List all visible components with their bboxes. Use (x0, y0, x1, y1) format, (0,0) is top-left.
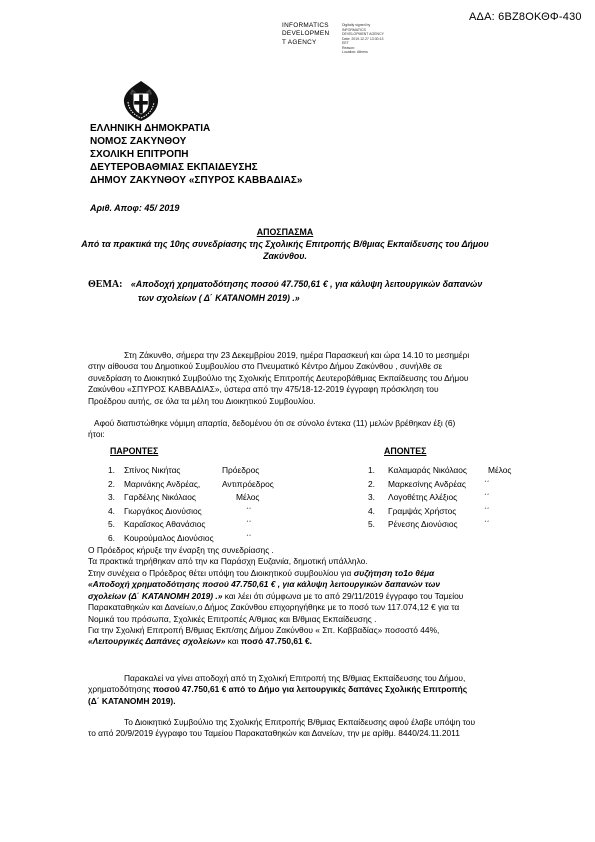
member-role: ΄΄ (246, 533, 252, 543)
proposal-line: Παρακαλεί να γίνει αποδοχή από τη Σχολική Επιτροπή της Β/θμιας Εκπαίδευσης του Δήμου, (124, 673, 466, 683)
body-emphasis: «Λειτουργικές Δαπάνες σχολείων» (88, 636, 226, 647)
body-line: Για την Σχολική Επιτροπή Β/θμιας Εκπ/σης Δήμου Ζακύνθου « Σπ. Καββαδίας» ποσοστό 44%, (88, 624, 440, 635)
excerpt-title: ΑΠΟΣΠΑΣΜΑ (256, 227, 314, 237)
member-number: 3. (368, 492, 375, 503)
proposal-emphasis: ποσού 47.750,61 € από το Δήμο για λειτουργικές δαπάνες Σχολικής Επιτροπής (152, 684, 468, 695)
signature-line: DEVELOPMENT AGENCY (342, 32, 384, 37)
subject-block (88, 278, 508, 304)
quorum-line: Αφού διαπιστώθηκε νόμιμη απαρτία, δεδομένου ότι σε σύνολο έντεκα (11) μελών βρέθηκαν έξι (6) (94, 418, 456, 428)
member-name: Γραμψάς Χρήστος (388, 505, 457, 516)
intro-paragraph (88, 350, 508, 407)
member-number: 6. (108, 533, 115, 543)
signature-line: Reason: (342, 45, 356, 50)
subject-text: «Αποδοχή χρηματοδότησης ποσού 47.750,61 € , για κάλυψη λειτουργικών δαπανών (130, 279, 483, 289)
member-name: Γιωργάκος Διονύσιος (124, 505, 202, 516)
decision-number: Αριθ. Απoφ: 45/ 2019 (90, 203, 180, 213)
signature-line: Digitally signed by (342, 23, 371, 27)
body-text: και λέει ότι σύμφωνα με το από 29/11/2019 έγγραφο του Ταμείου (222, 590, 464, 601)
member-number: 4. (368, 505, 375, 516)
ida-logo-line: INFORMATICS (282, 22, 329, 29)
proposal-text: χρηματοδότησης (88, 684, 153, 695)
member-number: 2. (368, 478, 375, 489)
member-number: 2. (108, 478, 115, 489)
intro-line: συνεδρίαση το Διοικητικό Συμβούλιο της Σχολικής Επιτροπής Δευτεροβάθμιας Εκπαίδευσης του Δήμου (88, 372, 469, 383)
member-name: Κουρούμαλος Διονύσιος (124, 533, 214, 543)
authority-line: ΔΕΥΤΕΡΟΒΑΘΜΙΑΣ ΕΚΠΑΙΔΕΥΣΗΣ (90, 162, 258, 173)
quorum-paragraph (88, 418, 508, 441)
intro-line: Ζακύνθου «ΣΠΥΡΟΣ ΚΑΒΒΑΔΙΑΣ», ύστερα από την 475/18-12-2019 έγγραφη πρόσκληση του (88, 384, 439, 395)
body-emphasis: συζήτηση το1ο θέμα (353, 567, 435, 578)
member-name: Σπίνος Νικήτας (124, 465, 181, 475)
member-name: Λογοθέτης Αλέξιος (388, 492, 458, 503)
signature-line: Date: 2019.12.27 13:30:13 (342, 36, 384, 41)
proposal-line: (Δ΄ ΚΑΤΑΝΟΜΗ 2019). (88, 695, 176, 706)
member-number: 4. (108, 505, 115, 516)
authority-line: ΣΧΟΛΙΚΗ ΕΠΙΤΡΟΠΗ (90, 149, 189, 160)
authority-line: ΕΛΛΗΝΙΚΗ ΔΗΜΟΚΡΑΤΙΑ (90, 123, 211, 134)
excerpt-line: Ζακύνθου. (263, 250, 307, 261)
body-line (88, 636, 508, 647)
signature-line: EET (342, 41, 349, 46)
body-line: Τα πρακτικά τηρήθηκαν από την κα Παράσχη Ευζανιία, δημοτική υπάλληλο. (88, 556, 368, 567)
authority-line: ΝΟΜΟΣ ΖΑΚΥΝΘΟΥ (90, 136, 187, 147)
member-name: Ρένεσης Διονύσιος (388, 519, 458, 530)
ida-logo-line: DEVELOPMEN (282, 30, 330, 38)
digital-signature-details (342, 23, 384, 55)
member-role: ΄΄ (484, 519, 490, 530)
proposal-paragraph (88, 673, 508, 707)
resolution-line: το από 20/9/2019 έγγραφο του Ταμείου Παρακαταθηκών και Δανείων, την με αρίθμ. 8440/24.11.2011 (88, 728, 460, 739)
intro-line: Προέδρου αυτής, σε όλα τα μέλη του Διοικητικού Συμβουλίου. (88, 395, 316, 406)
absent-heading: ΑΠΟΝΤΕΣ (384, 446, 427, 456)
body-line: Νομικά του πρόσωπα, Σχολικές Επιτροπές Α/θμιας και Β/θμιας Εκπαίδευσης . (88, 613, 377, 624)
member-role: Μέλος (488, 465, 512, 475)
intro-line: στην αίθουσα του Δημοτικού Συμβουλίου στο Πνευματικό Κέντρο Δήμου Ζακύνθου , συνήλθε σε (88, 361, 443, 372)
subject-label: ΘΕΜΑ: (88, 279, 123, 290)
body-line (88, 591, 508, 602)
member-role: ΄΄ (246, 505, 252, 516)
authority-line: ΔΗΜΟΥ ΖΑΚΥΝΘΟΥ «ΣΠΥΡΟΣ ΚΑΒΒΑΔΙΑΣ» (90, 175, 303, 186)
member-role: Πρόεδρος (222, 465, 260, 475)
member-role: Αντιπρόεδρος (222, 478, 274, 489)
member-number: 3. (108, 492, 115, 503)
body-emphasis: ποσό 47.750,61 €. (240, 636, 312, 647)
body-emphasis: σχολείων (Δ΄ ΚΑΤΑΝΟΜΗ 2019) .» (88, 590, 223, 601)
member-role: ΄΄ (246, 519, 252, 530)
present-heading: ΠΑΡΟΝΤΕΣ (110, 446, 159, 456)
member-name: Γαρδέλης Νικόλαος (124, 492, 196, 503)
member-name: Καλαμαράς Νικόλαος (388, 465, 467, 475)
signature-line: INFORMATICS (342, 27, 366, 32)
quorum-line: ήτοι: (88, 429, 105, 440)
member-name: Καραΐσκος Αθανάσιος (124, 519, 206, 530)
ada-code: ΑΔΑ: 6ΒΖ8ΟΚΘΦ-430 (469, 11, 582, 23)
member-role: Μέλος (236, 492, 260, 503)
body-text: και (225, 636, 241, 647)
body-text: Στην συνέχεια ο Πρόεδρος θέτει υπόψη του Διοικητικού συμβουλίου για (88, 567, 354, 578)
coat-of-arms-icon (120, 80, 162, 122)
member-role: ΄΄ (484, 505, 490, 516)
member-name: Μαρινάκης Ανδρέας, (124, 478, 201, 489)
excerpt-line: Από τα πρακτικά της 10ης συνεδρίασης της Σχολικής Επιτροπής Β/θμιας Εκπαίδευσης του Δήμου (81, 238, 489, 249)
member-role: ΄΄ (484, 492, 490, 503)
member-number: 5. (108, 519, 115, 530)
signature-line: Location: Athens (342, 50, 368, 55)
ida-logo-text (282, 22, 329, 47)
proposal-line (88, 684, 508, 695)
intro-line: Στη Ζάκυνθο, σήμερα την 23 Δεκεμβρίου 2019, ημέρα Παρασκευή και ώρα 14.10 το μεσημέρι (124, 350, 470, 360)
member-number: 1. (108, 465, 115, 475)
minutes-body (88, 545, 508, 648)
member-number: 5. (368, 519, 375, 530)
member-role: ΄΄ (484, 478, 490, 489)
excerpt-heading (75, 227, 495, 263)
member-name: Μαρκεσίνης Ανδρέας (388, 478, 466, 489)
body-line: Ο Πρόεδρος κήρυξε την έναρξη της συνεδρίασης . (88, 545, 274, 555)
body-line: Παρακαταθηκών και Δανείων,ο Δήμος Ζακύνθου επιχορηγήθηκε με το ποσό των 117.074,12 € για τα (88, 602, 460, 613)
body-line (88, 568, 508, 579)
authority-header (90, 122, 302, 187)
resolution-line: Το Διοικητικό Συμβούλιο της Σχολικής Επιτροπής Β/θμιας Εκπαίδευσης αφού έλαβε υπόψη του (124, 717, 476, 727)
body-line: «Αποδοχή χρηματοδότησης ποσού 47.750,61 € , για κάλυψη λειτουργικών δαπανών των (88, 579, 441, 590)
resolution-paragraph (88, 717, 508, 740)
member-number: 1. (368, 465, 375, 475)
ida-logo-line: T AGENCY (282, 38, 317, 46)
subject-text: των σχολείων ( Δ΄ ΚΑΤΑΝΟΜΗ 2019) .» (138, 293, 300, 303)
